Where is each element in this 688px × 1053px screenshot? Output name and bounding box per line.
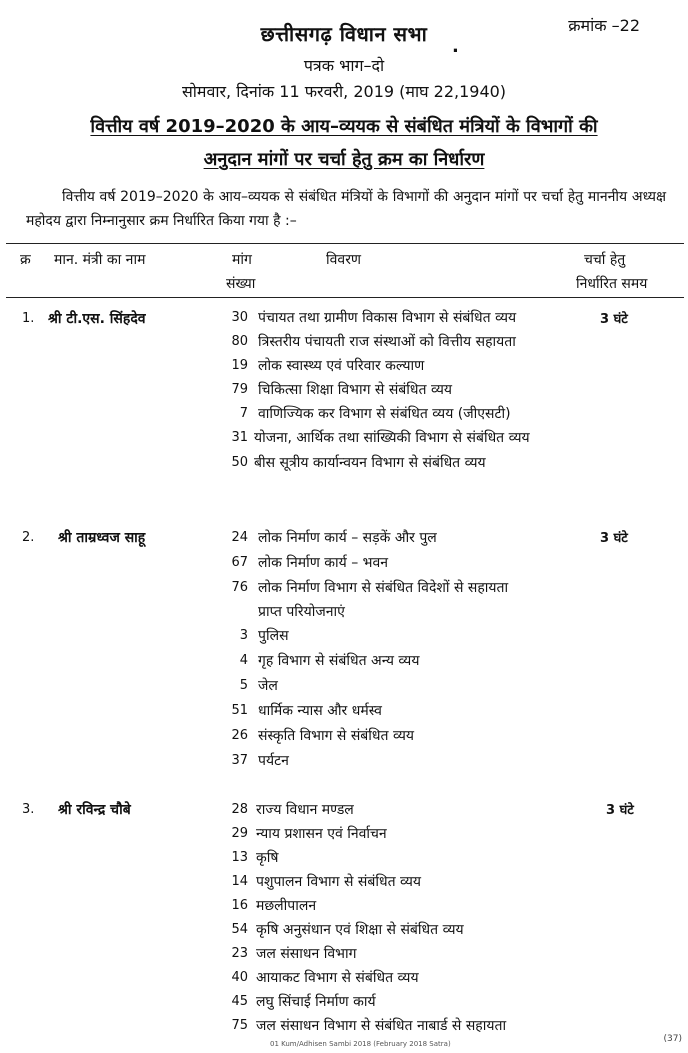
demand-description: जल संसाधन विभाग से संबंधित नाबार्ड से सहायता	[256, 1018, 507, 1034]
demand-number: 29	[231, 826, 248, 841]
demand-number: 51	[231, 703, 248, 718]
page-subtitle: पत्रक भाग–दो	[303, 56, 385, 75]
demand-number: 67	[231, 555, 248, 570]
demand-number: 80	[231, 334, 248, 349]
demand-description: लघु सिंचाई निर्माण कार्य	[256, 994, 376, 1010]
demand-number: 16	[231, 898, 248, 913]
demand-description: पशुपालन विभाग से संबंधित व्यय	[256, 874, 422, 890]
demand-number: 54	[231, 922, 248, 937]
demand-number: 14	[231, 874, 248, 889]
demand-number: 75	[231, 1018, 248, 1033]
demand-description: पुलिस	[258, 628, 289, 644]
demand-description-continued: प्राप्त परियोजनाएं	[258, 604, 345, 620]
demand-number: 5	[239, 678, 248, 693]
demand-description: कृषि	[256, 850, 279, 866]
demand-description: चिकित्सा शिक्षा विभाग से संबंधित व्यय	[258, 382, 452, 398]
demand-number: 26	[231, 728, 248, 743]
discussion-time: 3 घंटे	[600, 312, 628, 327]
discussion-time: 3 घंटे	[606, 803, 634, 818]
discussion-time: 3 घंटे	[600, 531, 628, 546]
col-header-vivaran: विवरण	[326, 252, 362, 268]
demand-description: लोक निर्माण कार्य – सड़कें और पुल	[258, 530, 437, 546]
demand-number: 45	[231, 994, 248, 1009]
intro-paragraph: वित्तीय वर्ष 2019–2020 के आय–व्ययक से संबंधित मंत्रियों के विभागों की अनुदान मांगों पर चर्चा हेतु माननीय अध्यक्ष महोदय द्वारा निम्नानुसार क्रम निर्धारित किया गया है :–	[26, 189, 666, 229]
main-heading-line-1: वित्तीय वर्ष 2019–2020 के आय–व्ययक से संबंधित मंत्रियों के विभागों की	[90, 116, 598, 137]
footer-file-path: 01 Kum/Adhisen Sambi 2018 (February 2018 Satra)	[270, 1040, 451, 1048]
demand-number: 24	[231, 530, 248, 545]
demand-number: 30	[231, 310, 248, 325]
demand-number: 23	[231, 946, 248, 961]
table-header-rule	[6, 297, 684, 298]
demand-description: वाणिज्यिक कर विभाग से संबंधित व्यय (जीएसटी)	[258, 406, 511, 422]
page-number: (37)	[663, 1034, 682, 1044]
demand-description: पंचायत तथा ग्रामीण विकास विभाग से संबंधित व्यय	[258, 310, 517, 326]
col-header-maang-1: मांग	[232, 252, 252, 268]
demand-description: संस्कृति विभाग से संबंधित व्यय	[258, 728, 414, 744]
col-header-charcha-2: निर्धारित समय	[576, 276, 648, 292]
col-header-mantri: मान. मंत्री का नाम	[54, 252, 146, 268]
demand-description: आयाकट विभाग से संबंधित व्यय	[256, 970, 419, 986]
col-header-maang-2: संख्या	[226, 276, 256, 292]
main-heading-line-2: अनुदान मांगों पर चर्चा हेतु क्रम का निर्धारण	[203, 149, 485, 170]
demand-number: 13	[231, 850, 248, 865]
demand-number: 31	[231, 430, 248, 445]
date-line: सोमवार, दिनांक 11 फरवरी, 2019 (माघ 22,1940)	[181, 82, 507, 101]
kramank-label: क्रमांक –22	[568, 16, 640, 35]
demand-number: 3	[239, 628, 248, 643]
demand-number: 50	[231, 455, 248, 470]
demand-number: 4	[239, 653, 248, 668]
demand-description: जेल	[258, 678, 278, 694]
demand-description: त्रिस्तरीय पंचायती राज संस्थाओं को वित्तीय सहायता	[258, 334, 516, 350]
demand-number: 7	[239, 406, 248, 421]
demand-number: 28	[231, 802, 248, 817]
demand-description: राज्य विधान मण्डल	[256, 802, 354, 818]
demand-description: न्याय प्रशासन एवं निर्वाचन	[256, 826, 387, 842]
demand-description: धार्मिक न्यास और धर्मस्व	[258, 703, 382, 719]
minister-name: श्री ताम्रध्वज साहू	[58, 530, 146, 546]
col-header-charcha-1: चर्चा हेतु	[584, 252, 626, 268]
minister-name: श्री टी.एस. सिंहदेव	[48, 311, 146, 327]
demand-number: 79	[231, 382, 248, 397]
demand-description: कृषि अनुसंधान एवं शिक्षा से संबंधित व्यय	[256, 922, 464, 938]
demand-description: पर्यटन	[258, 753, 289, 769]
demand-description: लोक निर्माण कार्य – भवन	[258, 555, 389, 571]
col-header-kr: क्र	[20, 252, 31, 268]
page-title: छत्तीसगढ़ विधान सभा	[260, 22, 428, 46]
minister-serial: 3.	[22, 802, 35, 817]
demand-number: 37	[231, 753, 248, 768]
demand-description: बीस सूत्रीय कार्यान्वयन विभाग से संबंधित व्यय	[254, 455, 486, 471]
table-top-rule	[6, 243, 684, 244]
demand-description: लोक स्वास्थ्य एवं परिवार कल्याण	[258, 358, 425, 374]
demand-description: मछलीपालन	[256, 898, 317, 914]
demand-number: 76	[231, 580, 248, 595]
demand-description: जल संसाधन विभाग	[256, 946, 357, 962]
demand-description: गृह विभाग से संबंधित अन्य व्यय	[258, 653, 420, 669]
demand-description: योजना, आर्थिक तथा सांख्यिकी विभाग से संबंधित व्यय	[254, 430, 530, 446]
demand-number: 19	[231, 358, 248, 373]
minister-serial: 2.	[22, 530, 35, 545]
demand-number: 40	[231, 970, 248, 985]
stray-mark: .	[452, 36, 459, 57]
minister-serial: 1.	[22, 311, 35, 326]
demand-description: लोक निर्माण विभाग से संबंधित विदेशों से सहायता	[258, 580, 509, 596]
minister-name: श्री रविन्द्र चौबे	[58, 802, 131, 818]
